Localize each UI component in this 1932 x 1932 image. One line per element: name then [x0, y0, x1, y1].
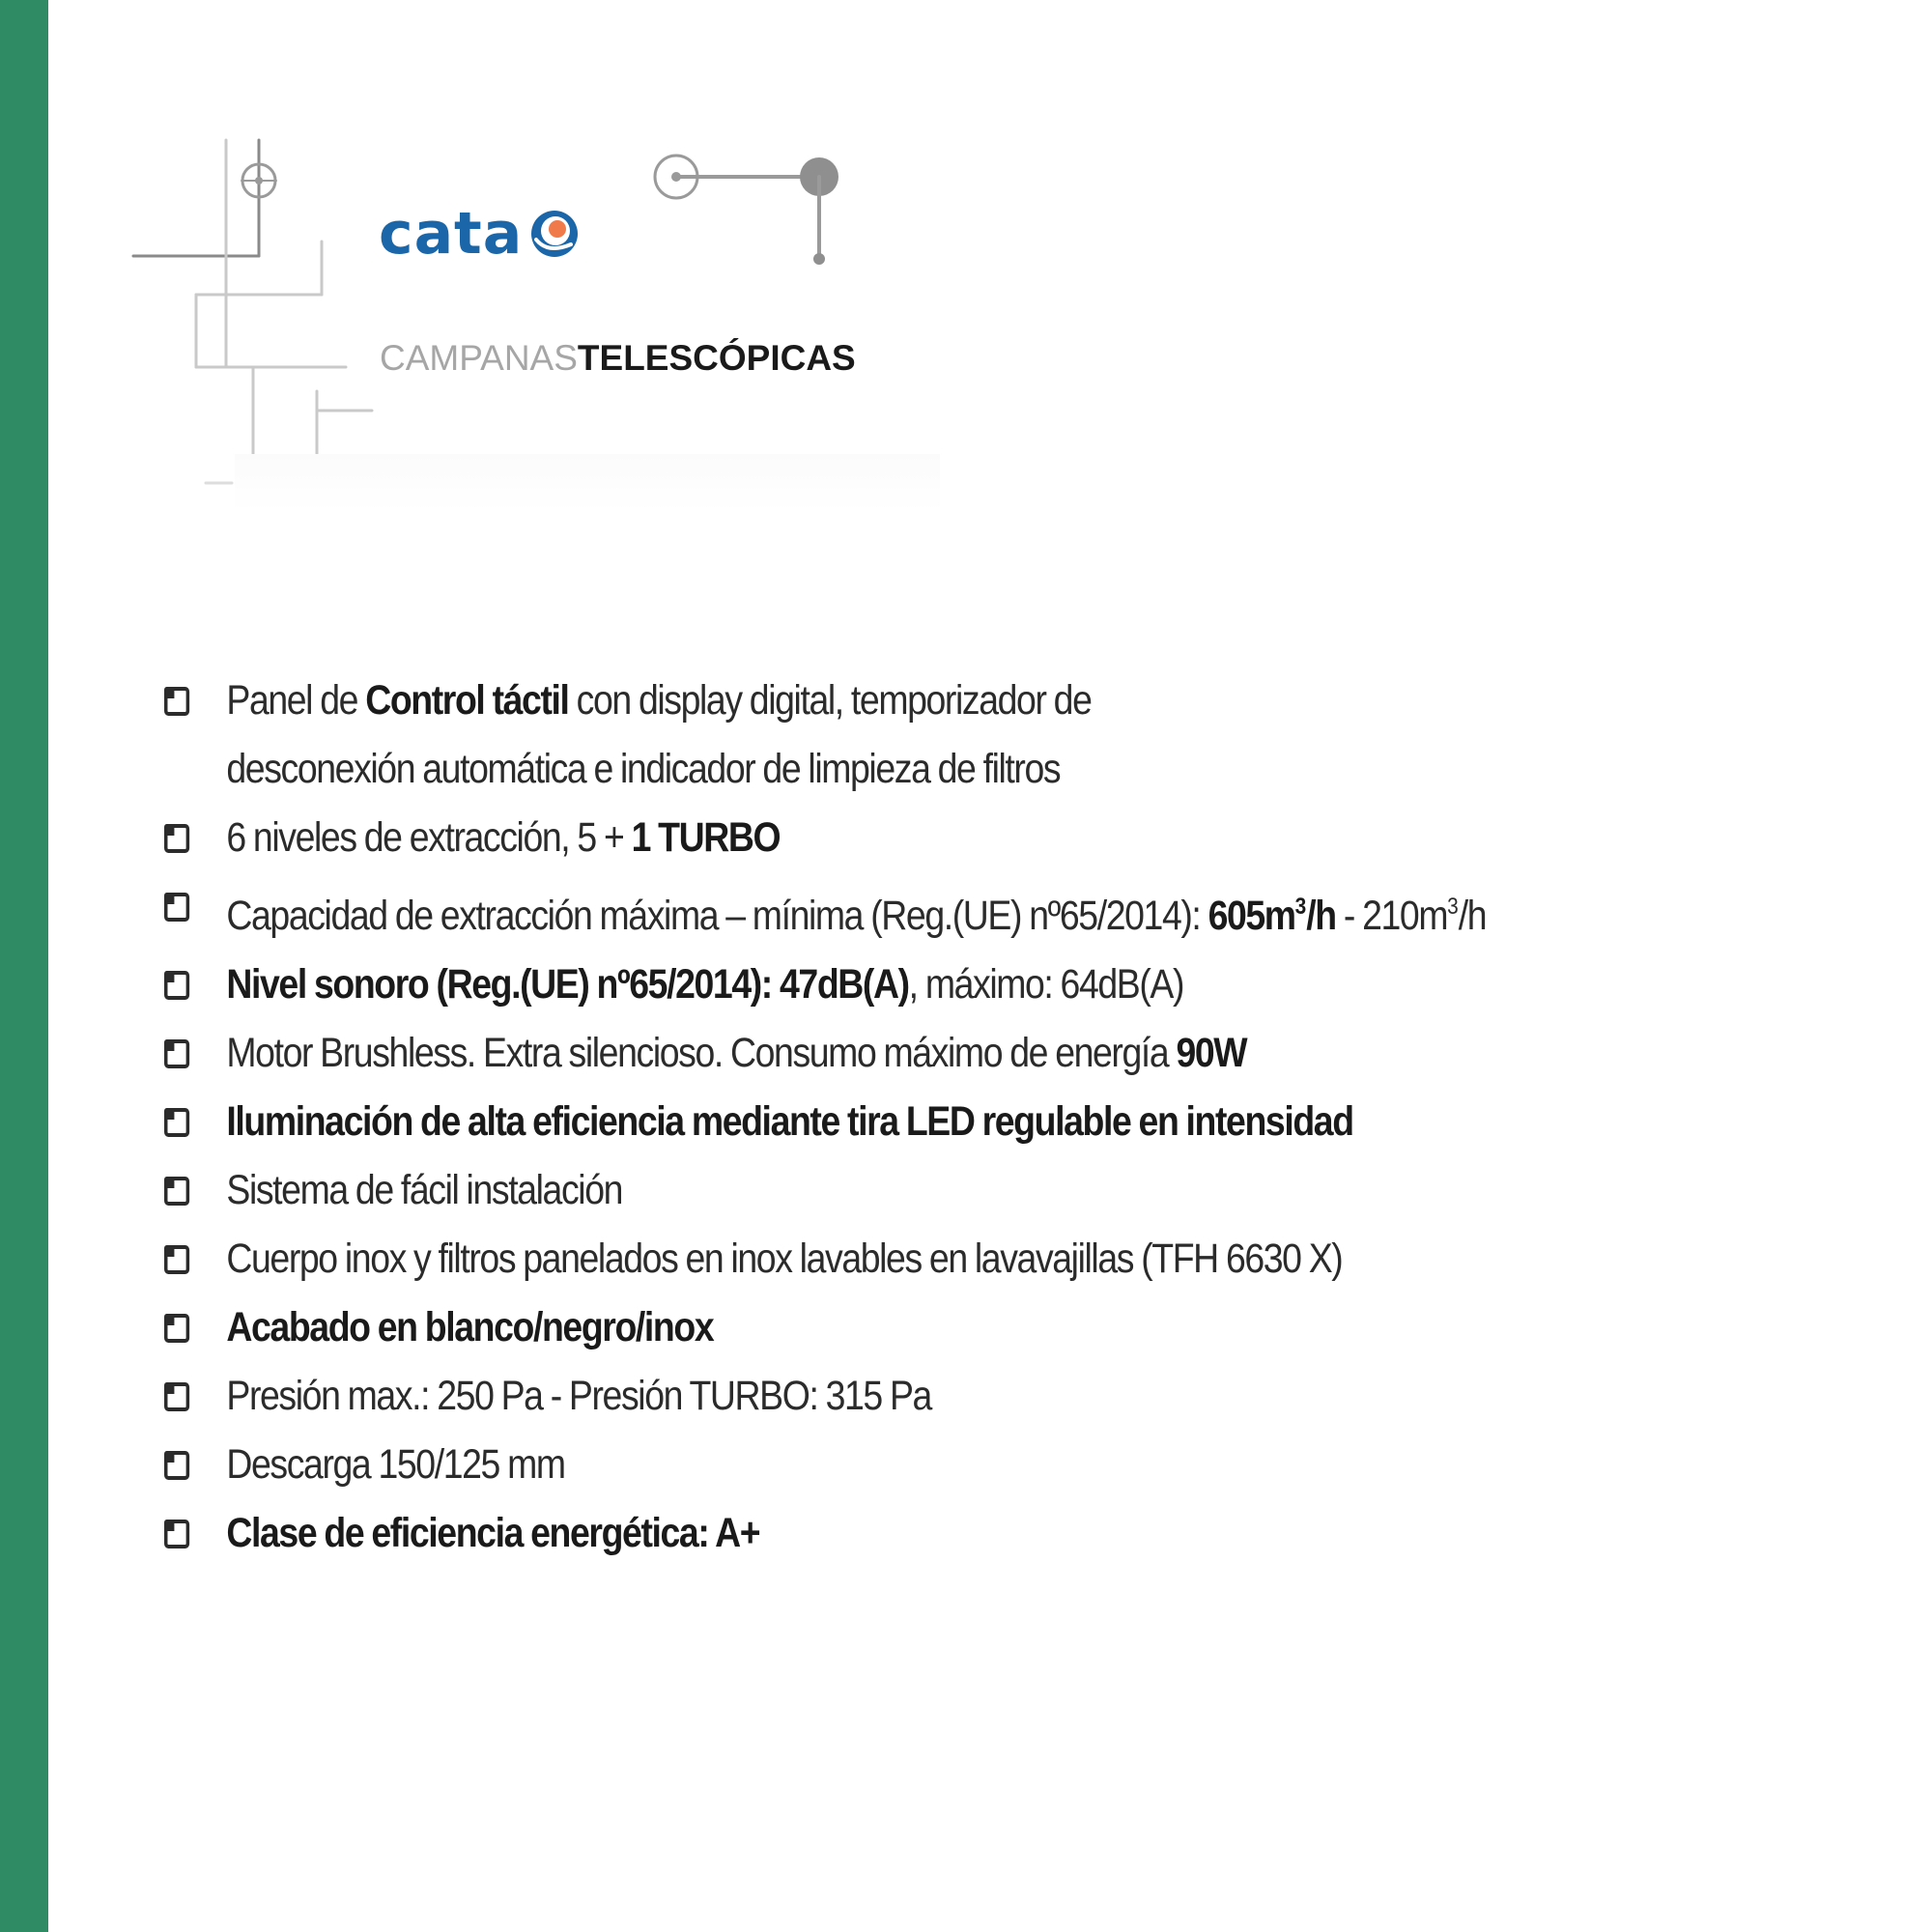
feature-item	[164, 804, 1845, 872]
square-bullet-icon	[164, 687, 189, 716]
feature-text: Descarga 150/125 mm	[226, 1441, 565, 1488]
square-bullet-icon	[164, 1039, 189, 1068]
brand-wordmark: cata	[379, 200, 524, 268]
square-bullet-icon	[164, 893, 189, 922]
feature-text: Presión max.: 250 Pa - Presión TURBO: 315 Pa	[226, 1373, 931, 1419]
feature-item	[164, 1293, 1845, 1362]
feature-item	[164, 1156, 1845, 1225]
feature-text: Cuerpo inox y filtros panelados en inox lavables en lavavajillas (TFH 6630 X)	[226, 1236, 1343, 1282]
feature-item	[164, 1431, 1845, 1499]
feature-item	[164, 872, 1845, 951]
feature-text: Motor Brushless. Extra silencioso. Consumo máximo de energía 90W	[226, 1030, 1247, 1076]
feature-text: 6 niveles de extracción, 5 + 1 TURBO	[226, 814, 781, 861]
square-bullet-icon	[164, 1451, 189, 1480]
square-bullet-icon	[164, 1314, 189, 1343]
square-bullet-icon	[164, 1520, 189, 1548]
square-bullet-icon	[164, 1382, 189, 1411]
fade-band	[235, 454, 940, 512]
feature-text: Iluminación de alta eficiencia mediante tira LED regulable en intensidad	[226, 1098, 1353, 1145]
feature-item	[164, 1088, 1845, 1156]
brand-logo	[379, 200, 581, 268]
square-bullet-icon	[164, 824, 189, 853]
feature-item	[164, 1019, 1845, 1088]
feature-text: Clase de eficiencia energética: A+	[226, 1510, 760, 1556]
feature-text: Capacidad de extracción máxima – mínima (Reg.(UE) nº65/2014): $605m^3/h - 210m^3/h$	[226, 893, 1487, 939]
category-bold-text: TELESCÓPICAS	[577, 338, 856, 378]
feature-text: Panel de Control táctil con display digital, temporizador de desconexión automática e indicador de limpieza de filtros	[226, 677, 1092, 792]
feature-item	[164, 951, 1845, 1019]
square-bullet-icon	[164, 1108, 189, 1137]
feature-text: Sistema de fácil instalación	[226, 1167, 623, 1213]
feature-text: Acabado en blanco/negro/inox	[226, 1304, 714, 1350]
square-bullet-icon	[164, 1177, 189, 1206]
category-light-text: CAMPANAS	[380, 338, 578, 378]
feature-item	[164, 667, 1845, 804]
feature-text: Nivel sonoro (Reg.(UE) nº65/2014): 47dB(A), máximo: 64dB(A)	[226, 961, 1184, 1008]
brand-swirl-icon	[528, 208, 581, 260]
square-bullet-icon	[164, 971, 189, 1000]
product-category-title	[380, 340, 856, 376]
square-bullet-icon	[164, 1245, 189, 1274]
feature-item	[164, 1225, 1845, 1293]
feature-item	[164, 1499, 1845, 1568]
feature-item	[164, 1362, 1845, 1431]
feature-list	[164, 667, 1903, 1568]
